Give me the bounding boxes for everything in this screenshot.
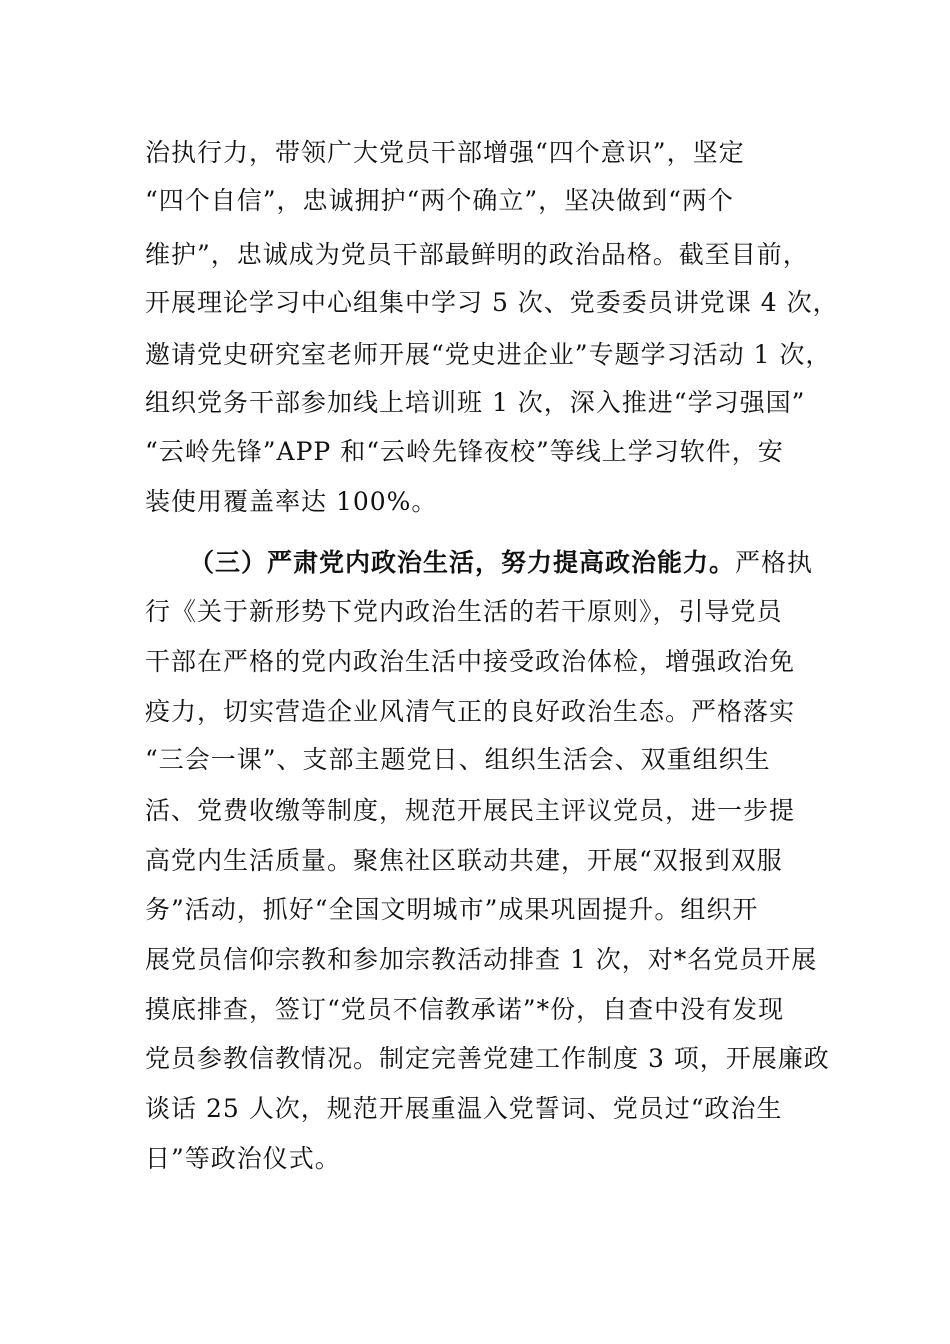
paragraph1-line-1: 治执行力，带领广大党员干部增强“四个意识”，坚定 (145, 138, 745, 167)
paragraph2-line-11: 党员参教信教情况。制定完善党建工作制度 3 项，开展廉政 (145, 1044, 830, 1073)
paragraph1-line-7: “云岭先锋”APP 和“云岭先锋夜校”等线上学习软件，安 (145, 437, 784, 466)
paragraph2-first-line (189, 548, 889, 578)
paragraph2-line-3: 干部在严格的党内政治生活中接受政治体检，增强政治免 (145, 647, 796, 676)
paragraph2-line-5: “三会一课”、支部主题党日、组织生活会、双重组织生 (145, 745, 771, 774)
paragraph2-line-4: 疫力，切实营造企业风清气正的良好政治生态。严格落实 (145, 697, 796, 726)
paragraph2-line-8: 务”活动，抓好“全国文明城市”成果巩固提升。组织开 (145, 895, 759, 924)
paragraph2-first-line-rest: 严格执 (735, 548, 814, 577)
paragraph2-line-13: 日”等政治仪式。 (145, 1144, 341, 1173)
paragraph1-line-2: “四个自信”，忠诚拥护“两个确立”，坚决做到“两个 (145, 186, 734, 215)
paragraph2-line-9: 展党员信仰宗教和参加宗教活动排查 1 次，对*名党员开展 (145, 945, 818, 974)
paragraph1-line-5: 邀请党史研究室老师开展“党史进企业”专题学习活动 1 次， (145, 340, 832, 369)
paragraph1-line-6: 组织党务干部参加线上培训班 1 次，深入推进“学习强国” (145, 388, 806, 417)
section-heading: （三）严肃党内政治生活，努力提高政治能力。 (189, 548, 736, 577)
paragraph2-line-7: 高党内生活质量。聚焦社区联动共建，开展“双报到双服 (145, 846, 783, 875)
paragraph2-line-6: 活、党费收缴等制度，规范开展民主评议党员，进一步提 (145, 796, 796, 825)
paragraph1-line-4: 开展理论学习中心组集中学习 5 次、党委委员讲党课 4 次， (145, 288, 839, 317)
paragraph2-line-2: 行《关于新形势下党内政治生活的若干原则》，引导党员 (145, 597, 783, 626)
paragraph2-line-10: 摸底排查，签订“党员不信教承诺”*份，自查中没有发现 (145, 995, 785, 1024)
paragraph1-line-3: 维护”，忠诚成为党员干部最鲜明的政治品格。截至目前， (145, 240, 809, 269)
paragraph1-line-8: 装使用覆盖率达 100%。 (145, 487, 438, 516)
paragraph2-line-12: 谈话 25 人次，规范开展重温入党誓词、党员过“政治生 (145, 1094, 783, 1123)
